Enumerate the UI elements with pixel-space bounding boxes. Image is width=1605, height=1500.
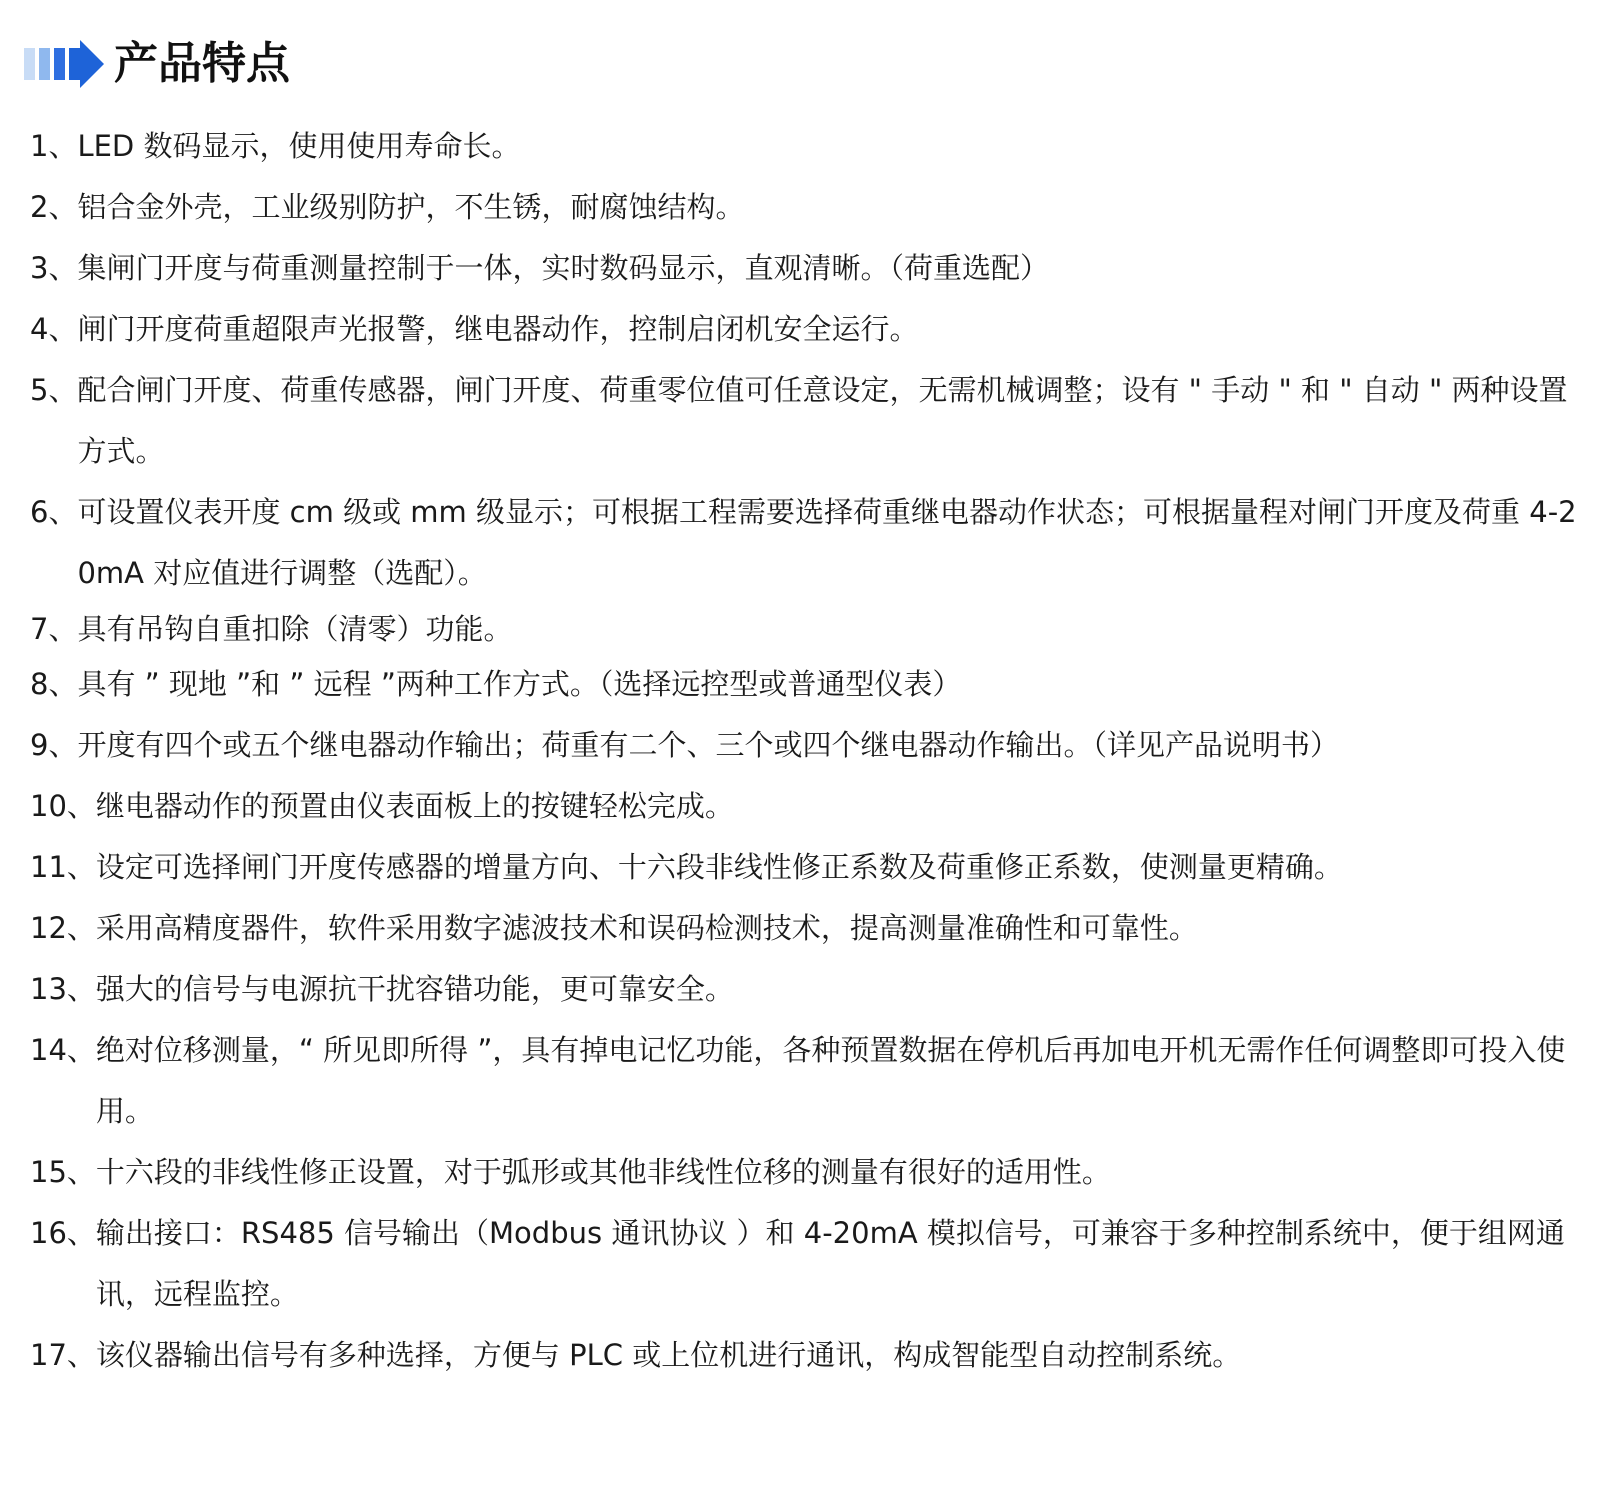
feature-number: 6、 bbox=[30, 495, 78, 529]
feature-text: 绝对位移测量，“ 所见即所得 ”，具有掉电记忆功能，各种预置数据在停机后再加电开机无需作任何调整即可投入使用。 bbox=[95, 1033, 1566, 1128]
feature-item bbox=[30, 604, 1590, 654]
feature-number: 13、 bbox=[30, 972, 96, 1006]
feature-number: 11、 bbox=[30, 850, 96, 884]
feature-item bbox=[30, 482, 1590, 604]
feature-text: 具有 ” 现地 ”和 ” 远程 ”两种工作方式。（选择远控型或普通型仪表） bbox=[77, 667, 962, 701]
feature-number: 4、 bbox=[30, 312, 78, 346]
feature-number: 16、 bbox=[30, 1216, 96, 1250]
feature-number: 3、 bbox=[30, 251, 78, 285]
chevron-bars-icon bbox=[24, 38, 110, 90]
feature-text: 设定可选择闸门开度传感器的增量方向、十六段非线性修正系数及荷重修正系数，使测量更精确。 bbox=[95, 850, 1343, 884]
feature-item bbox=[30, 898, 1590, 959]
feature-text: 闸门开度荷重超限声光报警，继电器动作，控制启闭机安全运行。 bbox=[77, 312, 919, 346]
feature-text: 该仪器输出信号有多种选择，方便与 PLC 或上位机进行通讯，构成智能型自动控制系统。 bbox=[95, 1338, 1242, 1372]
feature-item bbox=[30, 715, 1590, 776]
feature-item bbox=[30, 837, 1590, 898]
feature-text: 输出接口：RS485 信号输出（Modbus 通讯协议 ）和 4-20mA 模拟信号，可兼容于多种控制系统中，便于组网通讯，远程监控。 bbox=[95, 1216, 1565, 1311]
feature-text: 强大的信号与电源抗干扰容错功能，更可靠安全。 bbox=[95, 972, 734, 1006]
feature-text: 集闸门开度与荷重测量控制于一体，实时数码显示，直观清晰。（荷重选配） bbox=[77, 251, 1049, 285]
feature-number: 8、 bbox=[30, 667, 78, 701]
feature-item bbox=[30, 116, 1590, 177]
feature-text: 开度有四个或五个继电器动作输出；荷重有二个、三个或四个继电器动作输出。（详见产品说明书） bbox=[77, 728, 1339, 762]
feature-number: 5、 bbox=[30, 373, 78, 407]
feature-item bbox=[30, 1020, 1590, 1142]
feature-list bbox=[30, 116, 1590, 1386]
feature-item bbox=[30, 1203, 1590, 1325]
feature-item bbox=[30, 1142, 1590, 1203]
feature-text: 采用高精度器件，软件采用数字滤波技术和误码检测技术，提高测量准确性和可靠性。 bbox=[95, 911, 1198, 945]
feature-item bbox=[30, 1325, 1590, 1386]
page-title: 产品特点 bbox=[114, 38, 290, 89]
feature-item bbox=[30, 360, 1590, 482]
feature-item bbox=[30, 776, 1590, 837]
feature-text: 具有吊钩自重扣除（清零）功能。 bbox=[77, 612, 513, 646]
feature-text: 铝合金外壳，工业级别防护，不生锈，耐腐蚀结构。 bbox=[77, 190, 745, 224]
feature-number: 2、 bbox=[30, 190, 78, 224]
feature-text: 可设置仪表开度 cm 级或 mm 级显示；可根据工程需要选择荷重继电器动作状态；可根据量程对闸门开度及荷重 4-20mA 对应值进行调整（选配）。 bbox=[77, 495, 1577, 590]
feature-text: 继电器动作的预置由仪表面板上的按键轻松完成。 bbox=[95, 789, 734, 823]
feature-text: 配合闸门开度、荷重传感器，闸门开度、荷重零位值可任意设定，无需机械调整；设有 " 手动 " 和 " 自动 " 两种设置方式。 bbox=[77, 373, 1568, 468]
feature-number: 9、 bbox=[30, 728, 78, 762]
feature-number: 12、 bbox=[30, 911, 96, 945]
feature-number: 15、 bbox=[30, 1155, 96, 1189]
feature-number: 10、 bbox=[30, 789, 96, 823]
feature-item bbox=[30, 959, 1590, 1020]
section-header bbox=[24, 34, 290, 94]
feature-text: 十六段的非线性修正设置，对于弧形或其他非线性位移的测量有很好的适用性。 bbox=[95, 1155, 1111, 1189]
feature-number: 14、 bbox=[30, 1033, 96, 1067]
feature-item bbox=[30, 299, 1590, 360]
feature-number: 1、 bbox=[30, 129, 78, 163]
feature-number: 17、 bbox=[30, 1338, 96, 1372]
feature-number: 7、 bbox=[30, 612, 78, 646]
feature-item bbox=[30, 238, 1590, 299]
feature-text: LED 数码显示，使用使用寿命长。 bbox=[77, 129, 521, 163]
feature-item bbox=[30, 654, 1590, 715]
feature-item bbox=[30, 177, 1590, 238]
